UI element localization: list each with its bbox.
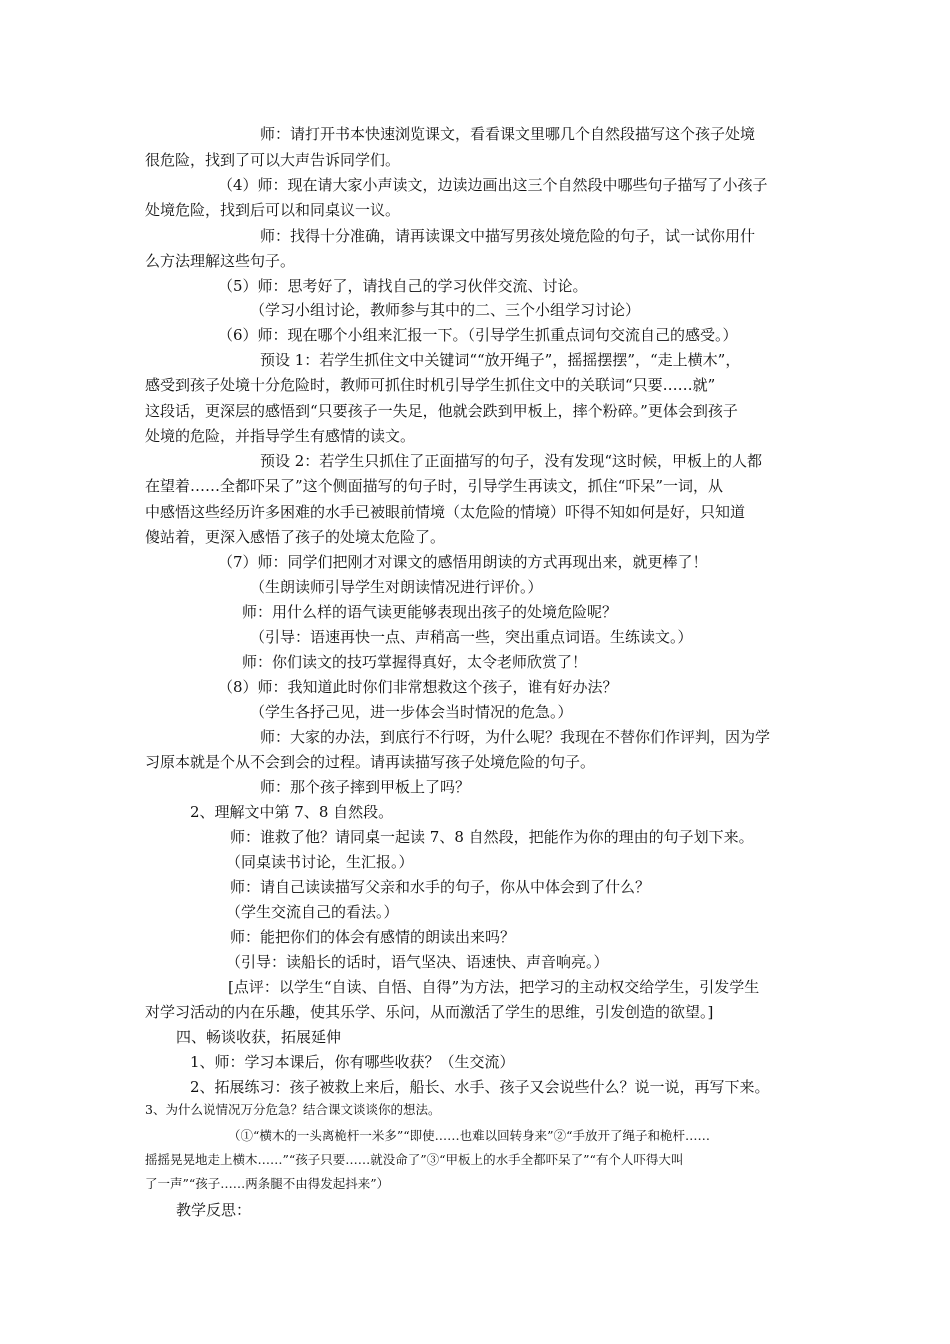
comment-line: [点评：以学生“自读、自悟、自得”为方法，把学习的主动权交给学生，引发学生 [228,978,760,996]
text-line: 傻站着，更深入感悟了孩子的处境太危险了。 [145,528,446,546]
section-heading: 教学反思： [176,1201,252,1219]
text-line: 师：那个孩子摔到甲板上了吗？ [260,778,471,796]
text-line: 师：大家的办法，到底行不行呀，为什么呢？我现在不替你们作评判，因为学 [260,728,771,746]
text-line: 师：谁救了他？请同桌一起读 7、8 自然段，把能作为你的理由的句子划下来。 [230,828,754,846]
text-line: （8）师：我知道此时你们非常想救这个孩子，谁有好办法？ [218,678,618,696]
text-line: 师：找得十分准确，请再读课文中描写男孩处境危险的句子，试一试你用什 [260,227,756,245]
text-line: 处境危险，找到后可以和同桌议一议。 [145,201,401,219]
text-line: 预设 1：若学生抓住文中关键词““放开绳子”，摇摇摆摆”，“走上横木”， [260,351,741,369]
comment-line: 对学习活动的内在乐趣，使其乐学、乐问，从而激活了学生的思维，引发创造的欲望。] [145,1003,714,1021]
text-line: 么方法理解这些句子。 [145,252,296,270]
text-line: 1、师：学习本课后，你有哪些收获？（生交流） [190,1053,515,1071]
text-line: 2、拓展练习：孩子被救上来后，船长、水手、孩子又会说些什么？说一说，再写下来。 [190,1078,770,1096]
text-line: （同桌读书讨论，生汇报。） [226,853,414,871]
text-line: （7）师：同学们把刚才对课文的感悟用朗读的方式再现出来，就更棒了！ [218,553,708,571]
section-heading: 2、理解文中第 7、8 自然段。 [190,803,394,821]
text-line: 师：用什么样的语气读更能够表现出孩子的处境危险呢？ [242,603,618,621]
text-line: （①“横木的一头离桅杆一米多”“即使……也难以回转身来”②“手放开了绳子和桅杆…… [228,1128,710,1143]
text-line: 中感悟这些经历许多困难的水手已被眼前情境（太危险的情境）吓得不知如何是好，只知道 [145,503,746,521]
text-line: 师：你们读文的技巧掌握得真好，太令老师欣赏了！ [242,653,588,671]
text-line: （学习小组讨论，教师参与其中的二、三个小组学习讨论） [250,301,641,319]
text-line: （学生各抒己见，进一步体会当时情况的危急。） [250,703,573,721]
text-line: 摇摇晃晃地走上横木……”“孩子只要……就没命了”③“甲板上的水手全都吓呆了”“有个人吓得大叫 [145,1152,684,1167]
section-heading: 四、畅谈收获，拓展延伸 [176,1028,342,1046]
text-line: （4）师：现在请大家小声读文，边读边画出这三个自然段中哪些句子描写了小孩子 [218,176,768,194]
text-line: 处境的危险，并指导学生有感情的读文。 [145,427,416,445]
text-line: 感受到孩子处境十分危险时，教师可抓住时机引导学生抓住文中的关联词“只要……就” [145,376,716,394]
text-line: （6）师：现在哪个小组来汇报一下。（引导学生抓重点词句交流自己的感受。） [218,326,738,344]
text-line: 3、为什么说情况万分危急？结合课文谈谈你的想法。 [145,1102,441,1117]
text-line: 在望着……全都吓呆了”这个侧面描写的句子时，引导学生再读文，抓住“吓呆”一词，从 [145,477,724,495]
text-line: （引导：语速再快一点、声稍高一些，突出重点词语。生练读文。） [250,628,693,646]
text-line: 师：能把你们的体会有感情的朗读出来吗？ [230,928,516,946]
text-line: （5）师：思考好了，请找自己的学习伙伴交流、讨论。 [218,277,588,295]
text-line: 预设 2：若学生只抓住了正面描写的句子，没有发现“这时候，甲板上的人都 [260,452,762,470]
text-line: （学生交流自己的看法。） [226,903,399,921]
text-line: 师：请打开书本快速浏览课文，看看课文里哪几个自然段描写这个孩子处境 [260,125,756,143]
text-line: 习原本就是个从不会到会的过程。请再读描写孩子处境危险的句子。 [145,753,596,771]
text-line: 很危险，找到了可以大声告诉同学们。 [145,151,401,169]
text-line: 这段话，更深层的感悟到“只要孩子一失足，他就会跌到甲板上，摔个粉碎。”更体会到孩子 [145,402,738,420]
text-line: 师：请自己读读描写父亲和水手的句子，你从中体会到了什么？ [230,878,651,896]
text-line: （引导：读船长的话时，语气坚决、语速快、声音响亮。） [226,953,609,971]
text-line: 了一声”“孩子……两条腿不由得发起抖来”） [145,1176,390,1191]
text-line: （生朗读师引导学生对朗读情况进行评价。） [250,578,543,596]
